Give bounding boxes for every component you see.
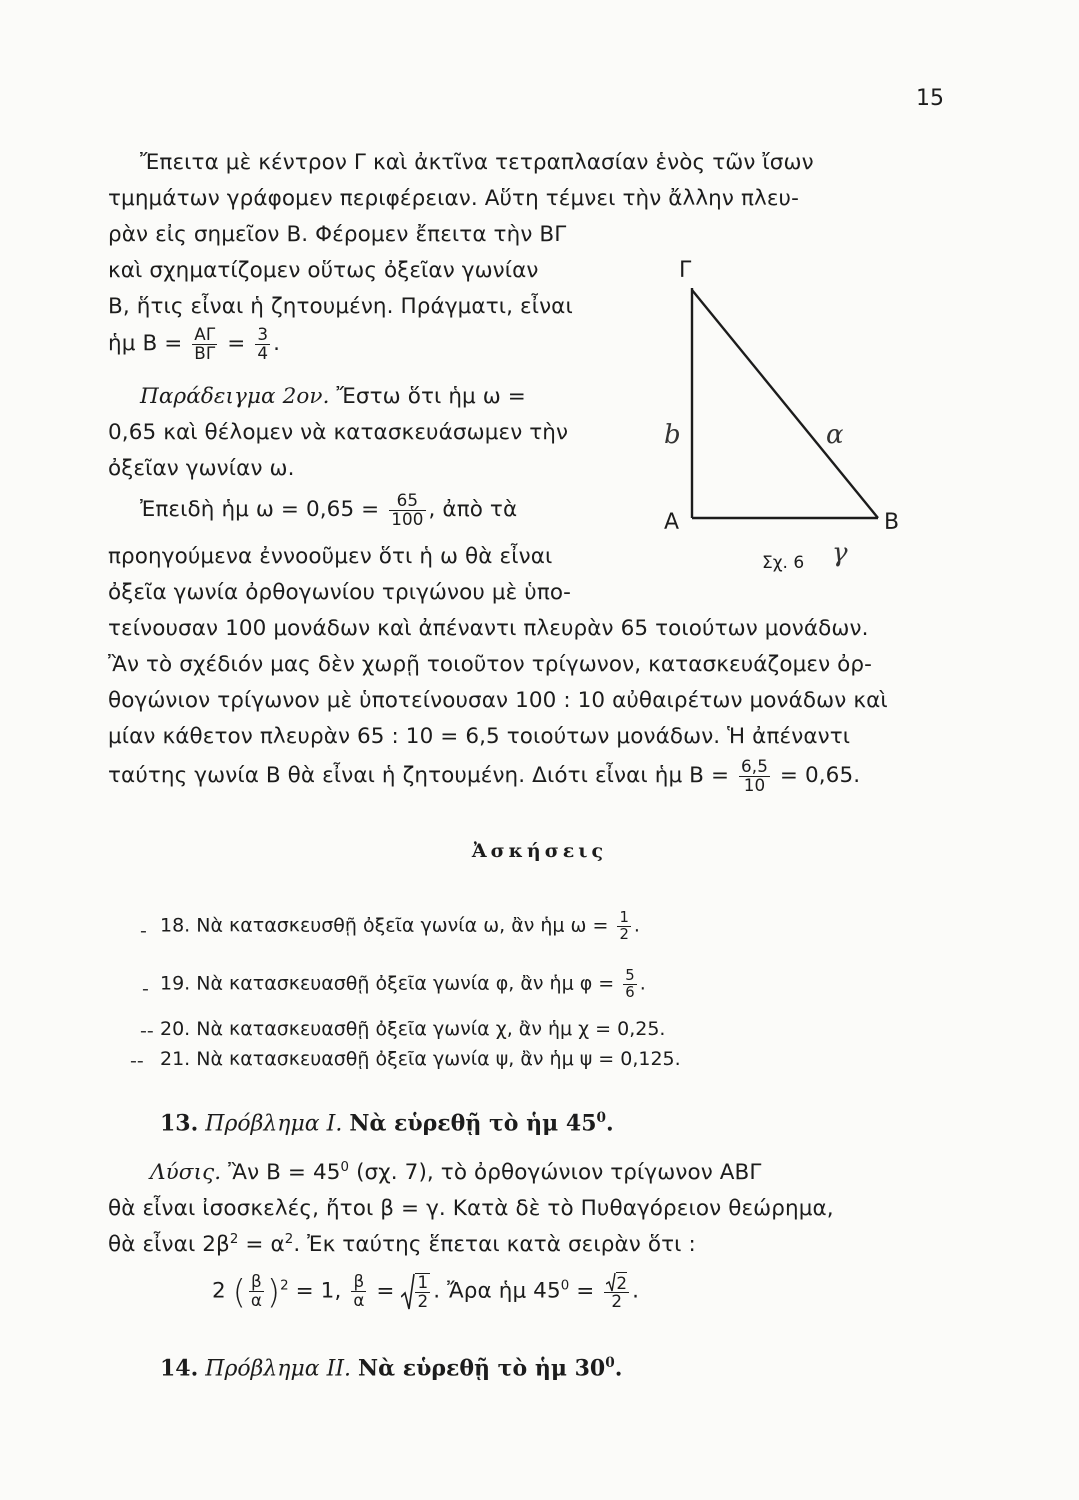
figure-caption: Σχ. 6	[762, 553, 805, 573]
paren-open: (	[232, 1272, 246, 1311]
numerator: 65	[396, 490, 419, 510]
sqrt-expression	[401, 1273, 433, 1311]
text-fragment: Ἔστω ὅτι ἡμ ω =	[336, 384, 526, 409]
text-fragment: . Ἐκ ταύτης ἕπεται κατὰ σειρὰν ὅτι :	[293, 1232, 696, 1258]
text-line	[150, 1160, 762, 1185]
section-number: 14.	[160, 1355, 199, 1382]
text-line: ὀξεῖαν γωνίαν ω.	[108, 456, 295, 481]
denominator: α	[353, 1290, 365, 1310]
denominator: 10	[739, 776, 770, 795]
exercise-text: Νὰ κατασκευσθῇ ὀξεῖα γωνία ω, ἂν ἡμ ω =	[196, 914, 609, 937]
period: .	[639, 972, 646, 995]
text-line: τμημάτων γράφομεν περιφέρειαν. Αὕτη τέμνει τὴν ἄλλην πλευ-	[108, 186, 799, 211]
exercise-number: 18.	[160, 914, 191, 937]
section-statement: Νὰ εὑρεθῇ τὸ ἡμ 30	[358, 1355, 606, 1382]
fraction	[351, 1273, 366, 1309]
equation-line	[212, 1272, 639, 1311]
section-statement: Νὰ εὑρεθῇ τὸ ἡμ 45	[349, 1110, 597, 1137]
margin-mark: ‐	[142, 978, 149, 1000]
formula-line	[108, 758, 860, 794]
numerator: 3	[257, 324, 269, 344]
equals: =	[576, 1278, 595, 1304]
numerator: β	[251, 1271, 262, 1292]
denominator: 100	[391, 508, 424, 529]
exponent: 2	[229, 1232, 239, 1247]
formula-text: Ἐπειδὴ ἡμ ω = 0,65 =	[140, 497, 380, 523]
text-fragment: , ἀπὸ τὰ	[428, 497, 518, 523]
period: .	[273, 331, 281, 357]
exercise-item	[160, 1018, 665, 1040]
side-bg	[692, 290, 878, 518]
exponent: 2	[284, 1232, 294, 1247]
handwritten-label: α	[826, 420, 844, 450]
page-number: 15	[916, 86, 944, 111]
equals: =	[376, 1278, 395, 1304]
radicand: 2	[616, 1272, 628, 1293]
text-line: Ἂν τὸ σχέδιόν μας δὲν χωρῇ τοιοῦτον τρίγωνον, κατασκευάζομεν ὀρ-	[108, 652, 872, 677]
text-line	[108, 1232, 696, 1257]
fraction	[604, 1272, 629, 1311]
text-line: μίαν κάθετον πλευρὰν 65 : 10 = 6,5 τοιούτων μονάδων. Ἡ ἀπέναντι	[108, 724, 851, 749]
formula-text: ἡμ Β =	[108, 331, 183, 357]
triangle-figure	[660, 250, 890, 540]
fraction	[415, 1273, 430, 1310]
period: .	[632, 1278, 640, 1304]
exercise-item	[160, 910, 640, 942]
degree-mark: 0	[605, 1355, 615, 1371]
exercise-item	[160, 968, 646, 1000]
text-line: ρὰν εἰς σημεῖον Β. Φέρομεν ἔπειτα τὴν ΒΓ	[108, 222, 567, 247]
radical-sign	[401, 1273, 415, 1311]
exercise-number: 19.	[160, 972, 191, 995]
formula-text: = 0,65.	[779, 763, 861, 789]
denominator: 2	[417, 1290, 429, 1311]
numerator: ΑΓ	[194, 324, 216, 344]
degree-mark: 0	[560, 1278, 570, 1294]
section-heading	[160, 1110, 614, 1136]
denominator: α	[250, 1290, 262, 1310]
exercise-text: Νὰ κατασκευασθῇ ὀξεῖα γωνία χ, ἂν ἡμ χ = 0,25.	[196, 1018, 666, 1040]
fraction	[389, 492, 425, 528]
formula-line	[108, 326, 280, 362]
exponent: 2	[280, 1278, 289, 1294]
vertex-label-left: Α	[664, 510, 680, 535]
fraction	[623, 968, 636, 1000]
numerator: 1	[417, 1271, 429, 1292]
section-heading	[160, 1355, 622, 1381]
section-title: Πρόβλημα Ι.	[205, 1111, 343, 1137]
example-title: Παράδειγμα 2ον.	[140, 384, 330, 409]
text-line: 0,65 καὶ θέλομεν νὰ κατασκευάσωμεν τὴν	[108, 420, 569, 445]
handwritten-label: b	[664, 420, 681, 450]
formula-text: ταύτης γωνία Β θὰ εἶναι ἡ ζητουμένη. Διότι εἶναι ἡμ Β =	[108, 763, 730, 789]
exercise-text: Νὰ κατασκευασθῇ ὀξεῖα γωνία φ, ἂν ἡμ φ =	[196, 972, 615, 995]
margin-mark: ‐‐	[140, 1020, 154, 1042]
text-fragment: Ἂν Β = 45	[228, 1160, 341, 1186]
section-title: Πρόβλημα ΙΙ.	[205, 1356, 352, 1382]
text-line: τείνουσαν 100 μονάδων καὶ ἀπέναντι πλευρὰν 65 τοιούτων μονάδων.	[108, 616, 869, 641]
period: .	[606, 1110, 614, 1137]
period: .	[614, 1355, 623, 1382]
fraction	[617, 910, 630, 942]
fraction	[192, 326, 217, 362]
text-line: Β, ἥτις εἶναι ἡ ζητουμένη. Πράγματι, εἶναι	[108, 294, 573, 319]
equals: = 1,	[295, 1278, 342, 1304]
denominator: 2	[604, 1292, 629, 1311]
degree-mark: 0	[340, 1160, 350, 1175]
text-line: προηγούμενα ἐννοοῦμεν ὅτι ἡ ω θὰ εἶναι	[108, 544, 553, 569]
numerator: 6,5	[741, 756, 768, 776]
text-fragment: . Ἄρα ἡμ 45	[433, 1278, 561, 1304]
degree-mark: 0	[596, 1110, 606, 1126]
solution-label: Λύσις.	[150, 1160, 222, 1186]
fraction	[249, 1273, 264, 1309]
exercises-heading: Ἀσκήσεις	[471, 840, 608, 862]
text-line: ὀξεῖα γωνία ὀρθογωνίου τριγώνου μὲ ὑπο-	[108, 580, 571, 605]
numerator: β	[353, 1271, 365, 1292]
coefficient: 2	[212, 1278, 226, 1304]
text-line: καὶ σχηματίζομεν οὕτως ὀξεῖαν γωνίαν	[108, 258, 539, 283]
text-fragment: = α	[245, 1232, 285, 1258]
fraction	[255, 326, 270, 362]
radical-sign	[606, 1272, 616, 1292]
text-line: θὰ εἶναι ἰσοσκελές, ἤτοι β = γ. Κατὰ δὲ τὸ Πυθαγόρειον θεώρημα,	[108, 1196, 834, 1221]
text-fragment: θὰ εἶναι 2β	[108, 1232, 230, 1258]
period: .	[633, 914, 640, 937]
exercise-item	[160, 1048, 681, 1070]
numerator: 5	[625, 967, 635, 984]
equals: =	[227, 331, 246, 357]
denominator: 4	[257, 342, 269, 363]
denominator: 6	[625, 983, 635, 1001]
exercise-text: Νὰ κατασκευασθῇ ὀξεῖα γωνία ψ, ἂν ἡμ ψ = 0,125.	[196, 1048, 681, 1070]
numerator: 1	[619, 909, 629, 926]
exercise-number: 20.	[160, 1018, 191, 1040]
vertex-label-right: Β	[884, 510, 900, 535]
fraction	[739, 758, 770, 794]
exercise-number: 21.	[160, 1048, 191, 1070]
text-line: Ἔπειτα μὲ κέντρον Γ καὶ ἀκτῖνα τετραπλασίαν ἑνὸς τῶν ἴσων	[140, 150, 814, 175]
denominator: ΒΓ	[194, 342, 216, 363]
formula-line	[140, 492, 517, 528]
text-fragment: (σχ. 7), τὸ ὀρθογώνιον τρίγωνον ΑΒΓ	[356, 1160, 762, 1186]
margin-mark: ‐‐	[130, 1050, 144, 1072]
paren-close: )	[266, 1272, 281, 1311]
denominator: 2	[619, 925, 629, 943]
text-line: θογώνιον τρίγωνον μὲ ὑποτείνουσαν 100 : 10 αὐθαιρέτων μονάδων καὶ	[108, 688, 888, 713]
handwritten-label: γ	[832, 538, 848, 568]
numerator	[604, 1272, 629, 1292]
vertex-label-top: Γ	[679, 258, 692, 283]
section-number: 13.	[160, 1110, 199, 1137]
text-line	[140, 384, 526, 409]
margin-mark: ‐	[140, 920, 147, 942]
